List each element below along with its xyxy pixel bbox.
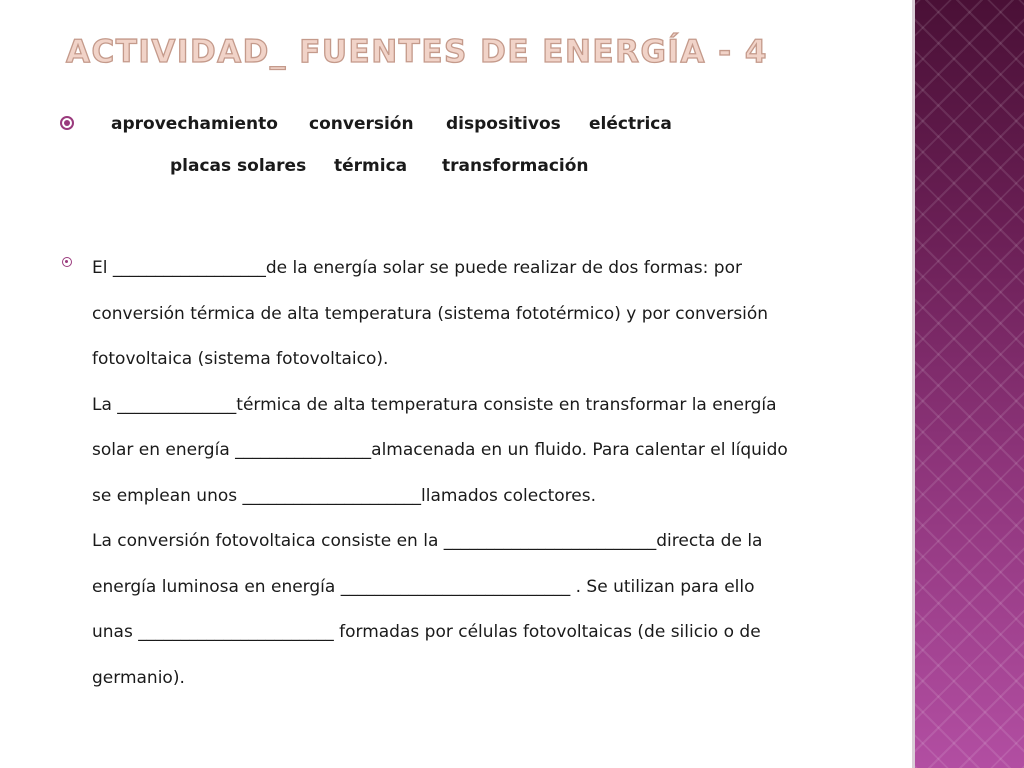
circle-bullet-icon [60, 116, 74, 130]
exercise-paragraph [92, 246, 892, 701]
paragraph-line: solar en energía ________________almacenada en un fluido. Para calentar el líquido [92, 440, 788, 460]
slide-title: ACTIVIDAD_ FUENTES DE ENERGÍA - 4 [66, 34, 768, 70]
word-bank-item: térmica [334, 156, 408, 176]
paragraph-line: unas _______________________ formadas por células fotovoltaicas (de silicio o de [92, 622, 761, 642]
word-bank-item: transformación [442, 156, 589, 176]
paragraph-line: conversión térmica de alta temperatura (sistema fototérmico) y por conversión [92, 303, 769, 324]
circle-bullet-icon [62, 257, 72, 267]
word-bank-item: eléctrica [589, 114, 672, 134]
paragraph-line: La ______________térmica de alta temperatura consiste en transformar la energía [92, 394, 777, 415]
word-bank-item: aprovechamiento [111, 114, 278, 134]
paragraph-line: La conversión fotovoltaica consiste en la _________________________directa de la [92, 531, 763, 551]
paragraph-line: El __________________de la energía solar se puede realizar de dos formas: por [92, 258, 742, 278]
paragraph-line: energía luminosa en energía ___________________________ . Se utilizan para ello [92, 576, 755, 597]
word-bank-item: placas solares [170, 156, 307, 176]
paragraph-line: germanio). [92, 667, 185, 688]
paragraph-line: se emplean unos _____________________llamados colectores. [92, 485, 596, 506]
word-bank-item: conversión [309, 114, 414, 134]
decorative-side-panel [912, 0, 1024, 768]
word-bank-item: dispositivos [446, 114, 561, 134]
paragraph-line: fotovoltaica (sistema fotovoltaico). [92, 349, 389, 369]
